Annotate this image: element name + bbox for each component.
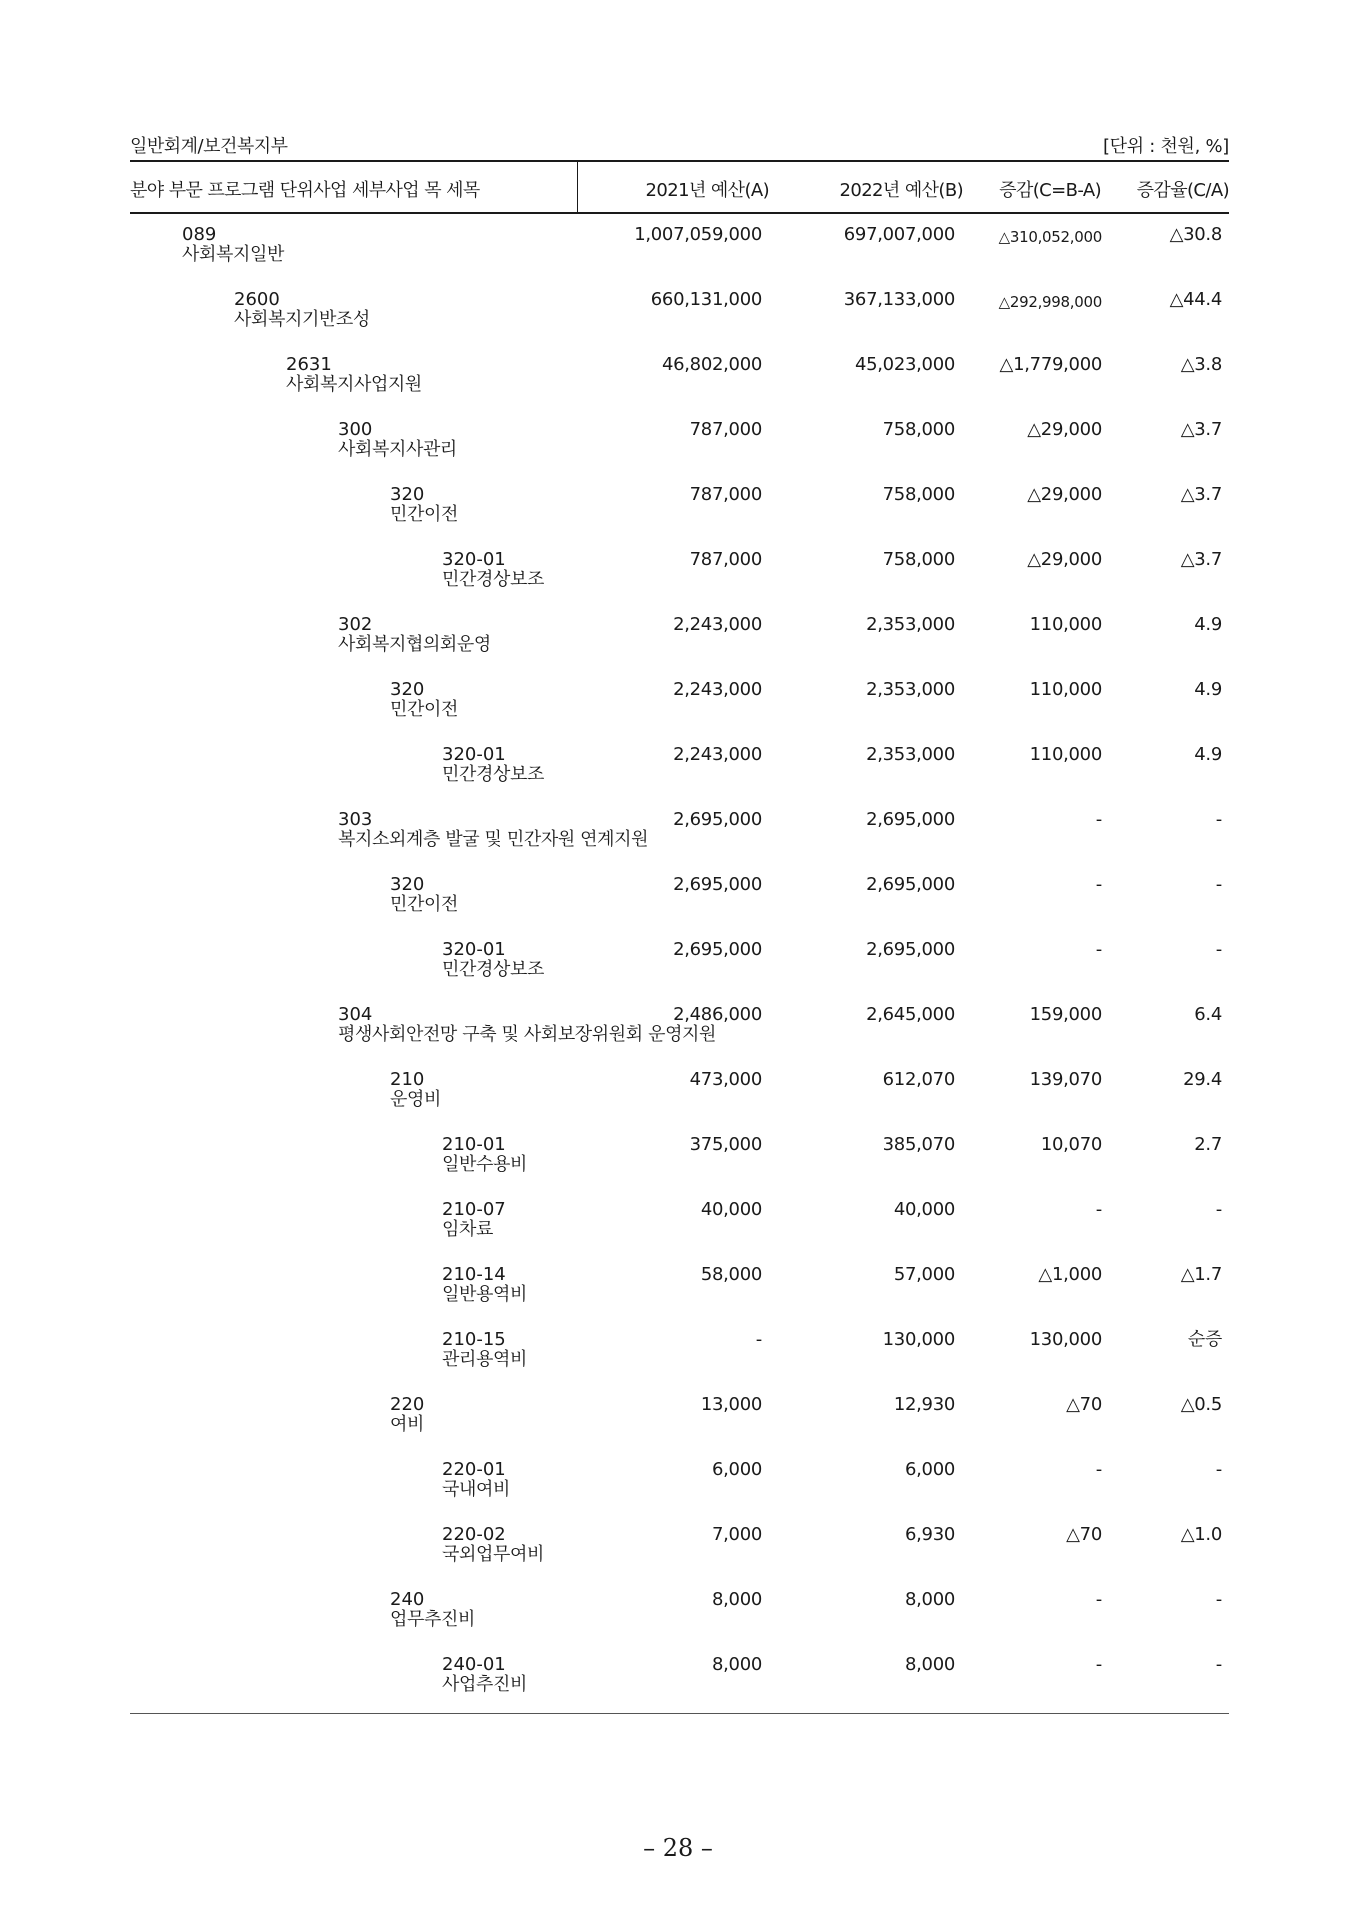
row-code: 220-02 xyxy=(442,1524,506,1545)
row-name: 복지소외계층 발굴 및 민간자원 연계지원 xyxy=(338,829,649,850)
row-change-rate: 6.4 xyxy=(1194,1004,1222,1025)
row-change-rate: 4.9 xyxy=(1194,744,1222,765)
row-budget-2021: 2,695,000 xyxy=(673,874,762,895)
row-change: △1,779,000 xyxy=(999,354,1102,375)
row-name: 민간경상보조 xyxy=(442,569,544,590)
row-budget-2021: 2,486,000 xyxy=(673,1004,762,1025)
row-change: 10,070 xyxy=(1040,1134,1102,1155)
row-code: 210-15 xyxy=(442,1329,506,1350)
row-change: - xyxy=(1095,939,1102,960)
row-code: 210 xyxy=(390,1069,425,1090)
table-row xyxy=(0,744,1356,809)
row-change: 110,000 xyxy=(1029,679,1102,700)
row-name: 민간이전 xyxy=(390,699,458,720)
row-name: 관리용역비 xyxy=(442,1349,527,1370)
row-name: 민간이전 xyxy=(390,504,458,525)
row-code: 220 xyxy=(390,1394,425,1415)
row-budget-2021: 58,000 xyxy=(700,1264,762,1285)
row-name: 민간경상보조 xyxy=(442,764,544,785)
row-change: - xyxy=(1095,1589,1102,1610)
row-name: 임차료 xyxy=(442,1219,493,1240)
row-change-rate: - xyxy=(1215,1589,1222,1610)
row-code: 210-14 xyxy=(442,1264,506,1285)
row-change-rate: △3.8 xyxy=(1180,354,1222,375)
row-name: 사회복지기반조성 xyxy=(234,309,370,330)
row-change-rate: △3.7 xyxy=(1180,419,1222,440)
row-budget-2022: 612,070 xyxy=(882,1069,955,1090)
row-code: 320 xyxy=(390,484,425,505)
row-name: 일반용역비 xyxy=(442,1284,527,1305)
row-name: 평생사회안전망 구축 및 사회보장위원회 운영지원 xyxy=(338,1024,717,1045)
row-change-rate: 4.9 xyxy=(1194,679,1222,700)
row-code: 320-01 xyxy=(442,744,506,765)
row-change: - xyxy=(1095,874,1102,895)
row-name: 일반수용비 xyxy=(442,1154,527,1175)
row-change: - xyxy=(1095,809,1102,830)
row-code: 220-01 xyxy=(442,1459,506,1480)
row-budget-2022: 2,353,000 xyxy=(866,679,955,700)
row-change: - xyxy=(1095,1654,1102,1675)
table-row xyxy=(0,1069,1356,1134)
row-change: △1,000 xyxy=(1038,1264,1102,1285)
row-change-rate: 2.7 xyxy=(1194,1134,1222,1155)
row-budget-2021: 8,000 xyxy=(711,1589,762,1610)
row-budget-2022: 130,000 xyxy=(882,1329,955,1350)
table-row xyxy=(0,354,1356,419)
row-code: 320-01 xyxy=(442,549,506,570)
row-budget-2022: 57,000 xyxy=(893,1264,955,1285)
row-change-rate: △1.0 xyxy=(1180,1524,1222,1545)
row-code: 2631 xyxy=(286,354,332,375)
row-budget-2022: 2,353,000 xyxy=(866,744,955,765)
row-budget-2021: 6,000 xyxy=(711,1459,762,1480)
row-budget-2021: 473,000 xyxy=(689,1069,762,1090)
row-code: 240 xyxy=(390,1589,425,1610)
row-name: 국내여비 xyxy=(442,1479,510,1500)
row-code: 300 xyxy=(338,419,373,440)
row-name: 민간이전 xyxy=(390,894,458,915)
row-change: △29,000 xyxy=(1027,484,1102,505)
table-row xyxy=(0,1004,1356,1069)
row-budget-2021: 40,000 xyxy=(700,1199,762,1220)
row-code: 210-07 xyxy=(442,1199,506,1220)
row-change: △29,000 xyxy=(1027,419,1102,440)
table-row xyxy=(0,679,1356,744)
row-code: 320-01 xyxy=(442,939,506,960)
row-change-rate: - xyxy=(1215,1654,1222,1675)
account-label: 일반회계/보건복지부 xyxy=(130,136,288,157)
table-row xyxy=(0,1459,1356,1524)
row-name: 업무추진비 xyxy=(390,1609,475,1630)
row-code: 2600 xyxy=(234,289,280,310)
row-budget-2022: 385,070 xyxy=(882,1134,955,1155)
table-bottom-rule xyxy=(130,1713,1229,1714)
table-row xyxy=(0,1654,1356,1719)
row-change: 110,000 xyxy=(1029,614,1102,635)
row-budget-2022: 40,000 xyxy=(893,1199,955,1220)
table-row xyxy=(0,874,1356,939)
row-budget-2021: 7,000 xyxy=(711,1524,762,1545)
row-budget-2021: 2,243,000 xyxy=(673,679,762,700)
table-row xyxy=(0,419,1356,484)
row-change-rate: △3.7 xyxy=(1180,549,1222,570)
header-budget-2021: 2021년 예산(A) xyxy=(645,180,769,201)
header-change-rate: 증감율(C/A) xyxy=(1136,180,1229,201)
row-budget-2022: 2,645,000 xyxy=(866,1004,955,1025)
table-header-rule xyxy=(130,212,1229,214)
row-name: 사회복지사관리 xyxy=(338,439,457,460)
row-budget-2022: 6,000 xyxy=(904,1459,955,1480)
row-budget-2021: 2,695,000 xyxy=(673,939,762,960)
table-row xyxy=(0,1589,1356,1654)
table-row xyxy=(0,224,1356,289)
row-code: 240-01 xyxy=(442,1654,506,1675)
row-change: 159,000 xyxy=(1029,1004,1102,1025)
row-budget-2021: 787,000 xyxy=(689,419,762,440)
table-row xyxy=(0,1524,1356,1589)
table-row xyxy=(0,1394,1356,1459)
row-change-rate: 4.9 xyxy=(1194,614,1222,635)
row-code: 304 xyxy=(338,1004,373,1025)
row-change-rate: - xyxy=(1215,1459,1222,1480)
row-change: △310,052,000 xyxy=(998,228,1102,246)
row-budget-2022: 697,007,000 xyxy=(843,224,955,245)
table-row xyxy=(0,1264,1356,1329)
row-code: 210-01 xyxy=(442,1134,506,1155)
row-budget-2021: 46,802,000 xyxy=(661,354,762,375)
row-name: 민간경상보조 xyxy=(442,959,544,980)
row-budget-2022: 8,000 xyxy=(904,1654,955,1675)
row-change: △70 xyxy=(1066,1394,1102,1415)
header-column-divider xyxy=(577,162,578,212)
row-name: 운영비 xyxy=(390,1089,441,1110)
row-name: 사회복지사업지원 xyxy=(286,374,422,395)
row-code: 302 xyxy=(338,614,373,635)
table-row xyxy=(0,809,1356,874)
row-change-rate: - xyxy=(1215,874,1222,895)
page-number: – 28 – xyxy=(643,1834,713,1862)
row-budget-2021: - xyxy=(755,1329,762,1350)
unit-label: [단위 : 천원, %] xyxy=(1102,136,1229,157)
table-row xyxy=(0,289,1356,354)
row-code: 320 xyxy=(390,679,425,700)
row-budget-2021: 1,007,059,000 xyxy=(634,224,762,245)
row-change-rate: 순증 xyxy=(1187,1329,1222,1350)
row-change-rate: - xyxy=(1215,809,1222,830)
row-budget-2021: 2,695,000 xyxy=(673,809,762,830)
row-budget-2021: 787,000 xyxy=(689,549,762,570)
header-budget-2022: 2022년 예산(B) xyxy=(839,180,963,201)
row-change-rate: △1.7 xyxy=(1180,1264,1222,1285)
row-budget-2022: 2,695,000 xyxy=(866,874,955,895)
row-budget-2022: 2,695,000 xyxy=(866,809,955,830)
row-change-rate: △0.5 xyxy=(1180,1394,1222,1415)
row-change-rate: 29.4 xyxy=(1183,1069,1222,1090)
row-budget-2021: 375,000 xyxy=(689,1134,762,1155)
row-budget-2022: 367,133,000 xyxy=(843,289,955,310)
row-change: △292,998,000 xyxy=(998,293,1102,311)
table-row xyxy=(0,614,1356,679)
table-top-rule xyxy=(130,160,1229,162)
header-change: 증감(C=B-A) xyxy=(999,180,1101,201)
table-row xyxy=(0,1199,1356,1264)
row-budget-2022: 8,000 xyxy=(904,1589,955,1610)
row-change: △29,000 xyxy=(1027,549,1102,570)
budget-table-body xyxy=(0,224,1356,1719)
table-row xyxy=(0,484,1356,549)
row-budget-2022: 45,023,000 xyxy=(854,354,955,375)
row-budget-2022: 12,930 xyxy=(893,1394,955,1415)
row-budget-2022: 758,000 xyxy=(882,419,955,440)
row-change: 139,070 xyxy=(1029,1069,1102,1090)
table-row xyxy=(0,549,1356,614)
row-change-rate: - xyxy=(1215,939,1222,960)
row-budget-2022: 6,930 xyxy=(904,1524,955,1545)
row-budget-2021: 13,000 xyxy=(700,1394,762,1415)
row-change: △70 xyxy=(1066,1524,1102,1545)
row-change-rate: △30.8 xyxy=(1169,224,1222,245)
row-budget-2022: 758,000 xyxy=(882,549,955,570)
table-row xyxy=(0,939,1356,1004)
row-code: 089 xyxy=(182,224,217,245)
row-budget-2022: 758,000 xyxy=(882,484,955,505)
row-name: 사회복지일반 xyxy=(182,244,284,265)
row-budget-2021: 2,243,000 xyxy=(673,614,762,635)
header-category: 분야 부문 프로그램 단위사업 세부사업 목 세목 xyxy=(130,180,480,201)
table-row xyxy=(0,1329,1356,1394)
row-code: 303 xyxy=(338,809,373,830)
row-change-rate: △44.4 xyxy=(1169,289,1222,310)
row-budget-2021: 660,131,000 xyxy=(650,289,762,310)
row-code: 320 xyxy=(390,874,425,895)
row-budget-2022: 2,695,000 xyxy=(866,939,955,960)
row-name: 국외업무여비 xyxy=(442,1544,544,1565)
row-name: 여비 xyxy=(390,1414,424,1435)
row-budget-2021: 787,000 xyxy=(689,484,762,505)
table-row xyxy=(0,1134,1356,1199)
row-budget-2021: 2,243,000 xyxy=(673,744,762,765)
row-budget-2022: 2,353,000 xyxy=(866,614,955,635)
row-change: 110,000 xyxy=(1029,744,1102,765)
row-name: 사업추진비 xyxy=(442,1674,527,1695)
row-change-rate: - xyxy=(1215,1199,1222,1220)
row-change: - xyxy=(1095,1459,1102,1480)
row-budget-2021: 8,000 xyxy=(711,1654,762,1675)
row-change: - xyxy=(1095,1199,1102,1220)
row-change: 130,000 xyxy=(1029,1329,1102,1350)
row-name: 사회복지협의회운영 xyxy=(338,634,491,655)
row-change-rate: △3.7 xyxy=(1180,484,1222,505)
